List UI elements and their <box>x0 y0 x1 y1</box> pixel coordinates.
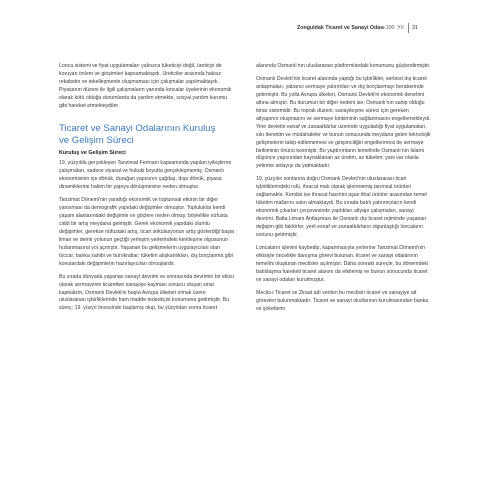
section-heading-line-2: ve Gelişim Süreci <box>59 134 134 146</box>
body-paragraph: Osmanlı Devleti'nin ticaret alanında yaptığı bu işbirlikler, serbest dış ticaret anlaşmaları, yabancı sermaye yatırımları ve dış borçlanmayı beraberinde getirmiştir. Bu yolla Avrupa ülkeleri, Osmanlı Devleti'ni ekonomik denetimi altına almıştır. Bu durumun bir diğer nedeni ise; Osmanlı'nın sahip olduğu timar sistemidir. Bu toprak düzeni; sanayileşme süreci için gereken altyapının oluşmasını ve sermaye birikiminin sağlanmasını engellemekteydi. Yine devletin esnaf ve zanaatkârlar üzerinde uyguladığı fiyat uygulamaları, sıkı denetim ve müdahaleler ve bunun sonucunda meydana gelen teknolojik gelişmelerin takip edilememesi ve girişimciliğin engellenmesi de sermaye birikiminin önünü kesmiştir. Bu yaptırımların temelinde Osmanlı'nın İslami düşünce yapısından kaynaklanan az üretim, az tüketim; yani var olanla yetinme anlayışı da yatmaktadır. <box>256 75 431 170</box>
page-number: 31 <box>412 25 418 31</box>
body-paragraph: Bu sırada dünyada yaşanan sanayi devrimi ve sonrasında devrimin bir etkisi olarak sermayenin ticaretten sanayiye kayması sonucu oluşan sinai kapitalizm, Osmanlı Devleti'ni başta Avrupa ülkeleri olmak üzere uluslararası işbirliklerinde ham madde tedarikçisi konumuna getirmiştir. Bu süreç; 19. yüzyıl öncesinde başlamış olup, bu yüzyıldan sonra ticaret <box>59 273 234 312</box>
body-paragraph: 19. yüzyılda gerçekleşen Tanzimat Fermanı kapsamında yapılan iyileştirme çalışmaları, sadece siyasal ve hukuki boyutta gerçekleşmemiş, Osmanlı ekonomisinin içe dönük, durağan yapısının çağdaş, dışa dönük, piyasa dinamiklerine hakim bir yapıya dönüşmesine neden olmuştur. <box>59 160 232 191</box>
left-column <box>59 63 234 318</box>
section-heading-line-1: Ticaret ve Sanayi Odalarının Kuruluş <box>59 122 216 134</box>
subheading: Kuruluş ve Gelişim Süreci <box>59 149 126 156</box>
running-header <box>297 23 418 33</box>
header-divider <box>408 23 409 33</box>
body-paragraph: Loncaların işlevini kaybedip, kapanmasıyla yerlerine Tanzimat Dönemi'nin etkisiyle öncelikle danışma görevi bulunan, ticaret ve sanayi odalarının temelini oluşturan meclisler açılmıştır. Daha sonraki süreçte, bu dönemdeki batılılaşma hareketi ticaret alanını da etkilemiş ve bunun sonucunda ticaret ve sanayi odaları kurulmuştur. <box>256 245 429 283</box>
body-paragraph: Tanzimat Dönemi'nin yarattığı ekonomik ve toplumsal etkinin bir diğer yansıması da demografik yapıdaki değişimler olmuştur. Topluluklar kendi yaşam alanlarındaki değişimle ve göçlere neden olmuş; böylelikle nüfusta ciddi bir artış meydana gelmiştir. Gerek ekonomik yapıdaki olumlu değişimler, gerekse nüfustaki artış, ticari sirkülasyonun artış gösterdiği başta liman ve demir yolunun geçtiği yerleşim yerlerindeki kentleşme olgusunun hızlanmasına yol açmıştır. Yaşanan bu gelişmelerin uygulayıcıları olan tüccar, banka sahibi ve bürokratlar; tüketim alışkanlıkları, dış borçlanma gibi konulardaki değişimlerin hazırlayıcıları olmuşlardır. <box>59 197 235 267</box>
intro-paragraph: Lonca sistemi ve fiyat uygulamaları yalnızca tüketiciyi değil, üreticiyi de koruyan önlem ve girişimleri kapsamaktaydı. Üreticiler arasında haksız rekabetin ve tekelleşmenin oluşmaması için çalışmalar yapılmaktaydı. Piyasanın düzeni ile ilgili çalışmaların yanında loncalar üyelerinin ekonomik olarak kötü olduğu durumlarda da yardım etmekte, sosyal yardım kurumu gibi hareket etmekteydiler. <box>59 63 232 109</box>
right-column <box>256 63 431 319</box>
body-paragraph: alanında Osmanlı'nın uluslararası platformlardaki konumunu güçlendirmiştir. <box>256 63 431 69</box>
body-paragraph: Meclis-i Ticaret ve Ziraat adı verilen bu meclisin ticaret ve sanayiye ait görevleri bulunmaktadır. Ticaret ve sanayi okullarının kurulmasından banka ve şirketlerin <box>256 289 429 312</box>
header-subtitle: 100. Yıl <box>385 25 404 31</box>
section-heading <box>59 123 234 147</box>
body-paragraph: 19. yüzyılın sonlarına doğru Osmanlı Devleti'nin uluslararası ticari işbirliklerindeki rolü, ihracat malı olarak işlenmemiş tarımsal ürünleri sağlamaktır. Kendisi ise ihracat hacmini aşan ithal ürünler arasından temel tüketim mallarını satın almaktaydı. Bu sırada batılı yatırımcıların kendi ekonomik çıkarları çerçevesinde yaptıkları altyapı çalışmaları, sanayi devrimi, Balta Limanı Antlaşması ile Osmanlı dış ticaret rejiminde yaşanan değişim gibi faktörler, yerli esnaf ve zanaatkârların olgunlaştığı loncaların sonunu getirmiştir. <box>256 176 427 239</box>
header-title: Zonguldak Ticaret ve Sanayi Odası <box>296 25 385 31</box>
